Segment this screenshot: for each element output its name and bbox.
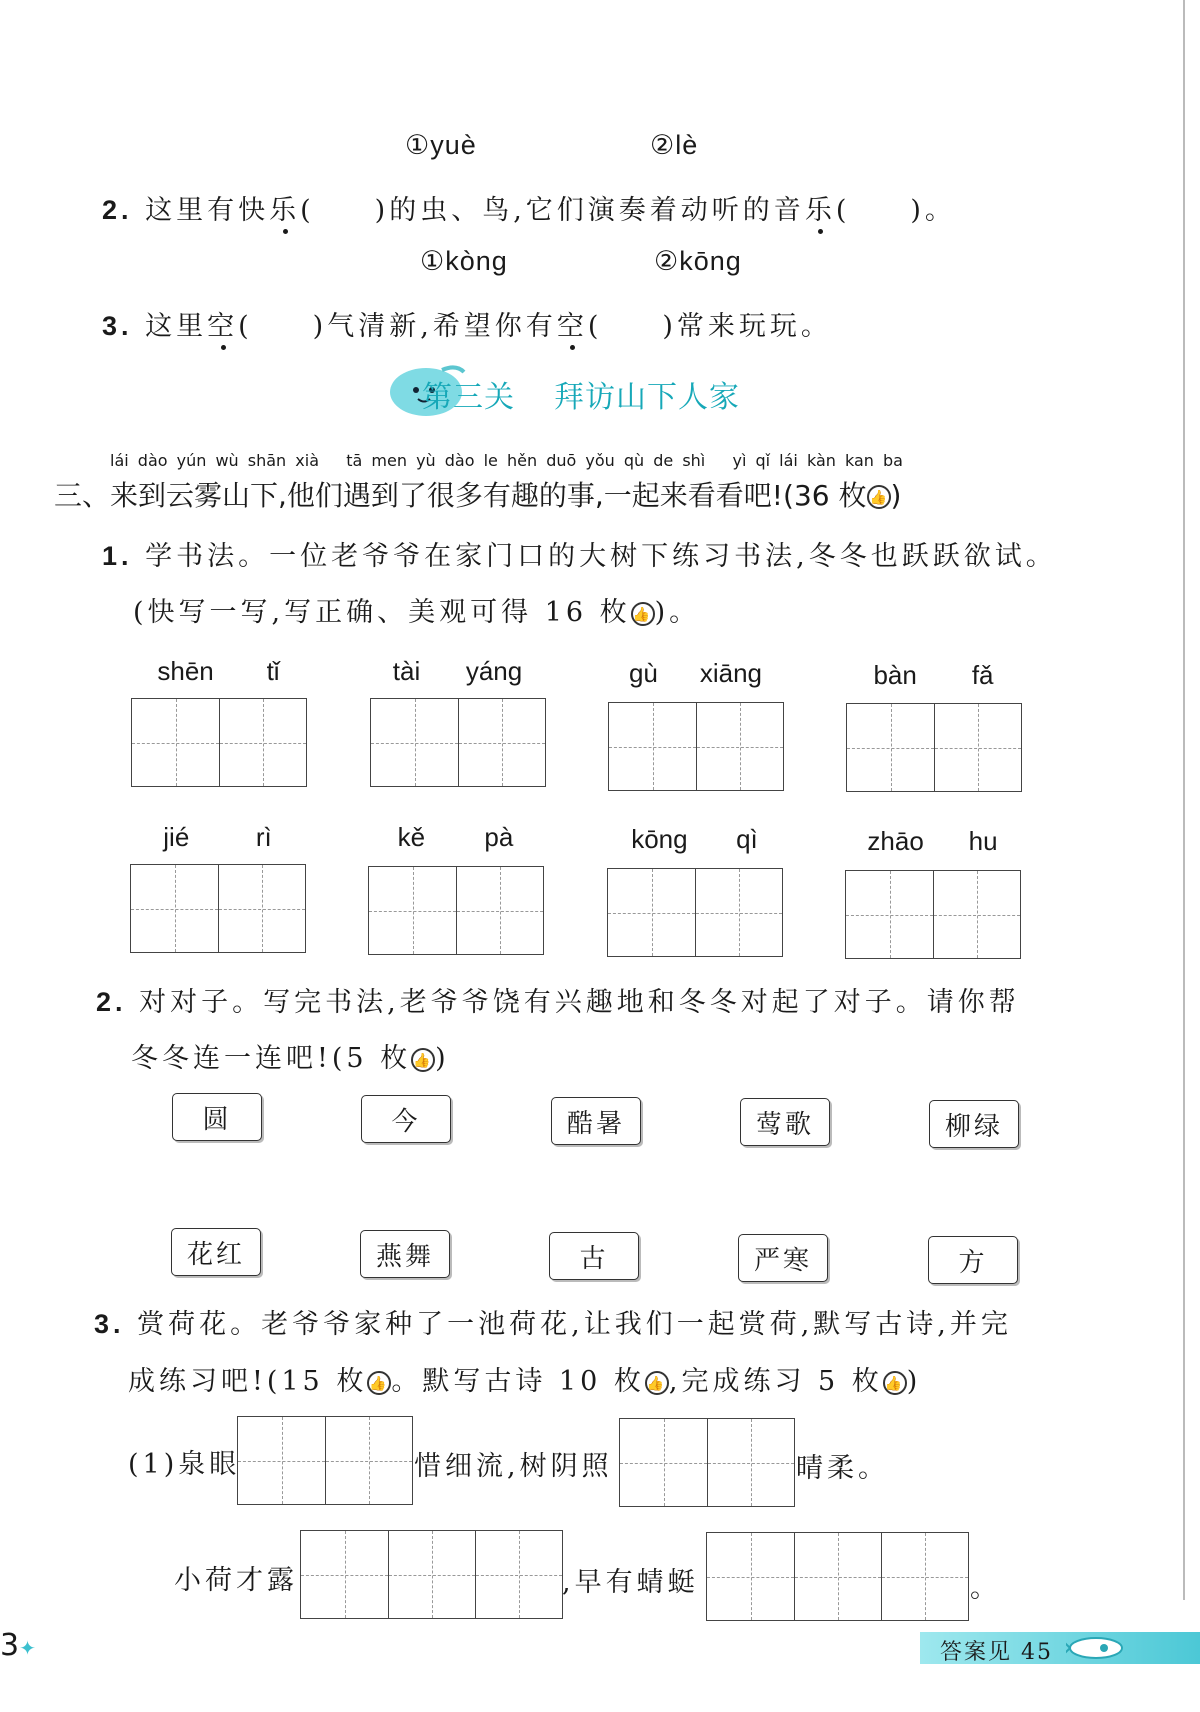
question-number: 2.: [102, 195, 133, 225]
match-card-bottom[interactable]: 严寒: [738, 1234, 828, 1282]
match-card-bottom[interactable]: 方: [928, 1236, 1018, 1284]
match-card-top[interactable]: 今: [361, 1095, 451, 1143]
pinyin-syllable: bàn: [873, 660, 917, 690]
word-pinyin: [370, 656, 545, 687]
page-number-text: 3: [0, 1628, 20, 1663]
pinyin-syllable: hu: [968, 826, 998, 856]
task-1-line-1: [102, 534, 1057, 573]
task-2-reward-text: 冬冬连一连吧!(5 枚: [131, 1043, 412, 1074]
banner-level: 第三关: [422, 380, 515, 415]
pinyin-syllable: rì: [255, 822, 272, 852]
heading-pinyin: lái dào yún wù shān xià tā men yù dào le hěn duō yǒu qù de shì yì qǐ lái kàn kan ba: [110, 451, 903, 470]
match-card-top[interactable]: 圆: [172, 1093, 262, 1141]
thumb-coin-icon: 👍: [883, 1371, 907, 1395]
match-card-top[interactable]: 柳绿: [929, 1100, 1019, 1148]
poem-writing-grid[interactable]: [237, 1416, 413, 1505]
pinyin-syllable: yáng: [465, 656, 523, 686]
pinyin-syllable: tǐ: [266, 656, 280, 686]
pinyin-syllable: fǎ: [971, 660, 994, 690]
pinyin-syllable: pà: [484, 822, 514, 852]
q2-dotted-char-b: 乐: [804, 195, 836, 226]
writing-grid[interactable]: [130, 864, 306, 953]
match-card-bottom[interactable]: 花红: [171, 1228, 261, 1276]
writing-grid[interactable]: [368, 866, 544, 955]
match-card-bottom[interactable]: 燕舞: [360, 1230, 450, 1278]
answer-reference: 答案见 45: [940, 1640, 1053, 1665]
section-banner: [386, 360, 746, 422]
q3-text-a: 这里: [145, 311, 208, 342]
match-card-bottom[interactable]: 古: [549, 1232, 639, 1280]
task-2-reward-end: ): [435, 1043, 450, 1074]
q2-text-b: 的虫、鸟,它们演奏着动听的音: [389, 195, 805, 226]
pinyin-syllable: kōng: [631, 824, 688, 854]
task-number: 3.: [94, 1309, 125, 1339]
pinyin-syllable: tài: [392, 656, 421, 686]
q2-dotted-char-a: 乐: [269, 195, 301, 226]
task-3-reward-a: 成练习吧!(15 枚: [128, 1366, 368, 1397]
task-1-reward-text: (快写一写,写正确、美观可得 16 枚: [133, 597, 631, 628]
pinyin-syllable: qì: [736, 824, 758, 854]
writing-grid[interactable]: [608, 702, 784, 791]
pinyin-syllable: zhāo: [867, 826, 924, 856]
task-number: 2.: [96, 987, 127, 1017]
word-pinyin: [845, 826, 1020, 857]
poem-line-1-end: 晴柔。: [796, 1453, 889, 1484]
task-3-reward-c: ,完成练习 5 枚: [668, 1366, 883, 1397]
task-3-reward-d: ): [906, 1366, 922, 1397]
word-pinyin: [130, 822, 305, 853]
pinyin-option-le: ②lè: [650, 130, 699, 160]
task-2-line-2: [131, 1036, 450, 1075]
pinyin-option-yue: ①yuè: [405, 130, 477, 160]
question-2: 2. 这里有快乐( )的虫、鸟,它们演奏着动听的音乐( )。: [102, 195, 956, 226]
thumb-coin-icon: 👍: [645, 1371, 669, 1395]
word-pinyin: [608, 658, 783, 689]
pinyin-syllable: shēn: [157, 656, 214, 686]
poem-line-1-label: (1)泉眼: [128, 1449, 241, 1480]
page-edge: [1183, 0, 1185, 1600]
writing-grid[interactable]: [846, 703, 1022, 792]
task-1-text: 学书法。一位老爷爷在家门口的大树下练习书法,冬冬也跃跃欲试。: [145, 541, 1057, 572]
task-1-reward-end: )。: [654, 597, 701, 628]
word-pinyin: [131, 656, 306, 687]
poem-line-2-end: 。: [970, 1573, 1001, 1604]
section-heading: [54, 474, 901, 514]
q2-end: 。: [924, 195, 956, 226]
q3-text-b: 气清新,希望你有: [327, 311, 557, 342]
pinyin-option-kong4: ①kòng: [420, 246, 508, 276]
pinyin-syllable: kě: [397, 822, 426, 852]
writing-grid[interactable]: [607, 868, 783, 957]
writing-grid[interactable]: [131, 698, 307, 787]
rocket-icon: [1066, 1634, 1126, 1662]
poem-writing-grid[interactable]: [300, 1530, 563, 1619]
task-3-line-1: [94, 1302, 1012, 1341]
poem-writing-grid[interactable]: [619, 1418, 795, 1507]
task-2-line-1: [96, 980, 1020, 1019]
word-pinyin: [607, 824, 782, 855]
match-card-top[interactable]: 莺歌: [740, 1098, 830, 1146]
task-3-line-2: [128, 1359, 921, 1398]
thumb-coin-icon: 👍: [367, 1371, 391, 1395]
section-heading-text: 三、来到云雾山下,他们遇到了很多有趣的事,一起来看看吧!: [54, 479, 784, 512]
q3-dotted-char-b: 空: [556, 311, 588, 342]
thumb-coin-icon: 👍: [867, 485, 891, 509]
q2-text-a: 这里有快: [145, 195, 270, 226]
banner-title: 拜访山下人家: [554, 380, 740, 415]
task-1-line-2: [133, 590, 700, 629]
task-3-reward-b: 。默写古诗 10 枚: [391, 1366, 645, 1397]
pinyin-option-kong1: ②kōng: [654, 246, 742, 276]
poem-line-2-mid: ,早有蜻蜓: [562, 1567, 699, 1598]
question-number: 3.: [102, 311, 133, 341]
word-pinyin: [368, 822, 543, 853]
page-number: [0, 1628, 36, 1663]
thumb-coin-icon: 👍: [411, 1048, 435, 1072]
star-icon: ✦: [19, 1636, 36, 1660]
writing-grid[interactable]: [370, 698, 546, 787]
pinyin-syllable: jié: [163, 822, 190, 852]
task-2-text: 对对子。写完书法,老爷爷饶有兴趣地和冬冬对起了对子。请你帮: [139, 987, 1020, 1018]
task-3-text: 赏荷花。老爷爷家种了一池荷花,让我们一起赏荷,默写古诗,并完: [137, 1309, 1012, 1340]
thumb-coin-icon: 👍: [631, 602, 655, 626]
word-pinyin: [846, 660, 1021, 691]
writing-grid[interactable]: [845, 870, 1021, 959]
poem-writing-grid[interactable]: [706, 1532, 969, 1621]
section-reward: (36 枚: [783, 479, 867, 512]
pinyin-syllable: gù: [628, 658, 658, 688]
poem-line-2-label: 小荷才露: [174, 1565, 298, 1596]
section-reward-end: ): [890, 479, 902, 512]
question-3: 3. 这里空( )气清新,希望你有空( )常来玩玩。: [102, 311, 832, 342]
match-card-top[interactable]: 酷暑: [551, 1097, 641, 1145]
q3-text-c: 常来玩玩。: [676, 311, 832, 342]
q3-dotted-char-a: 空: [207, 311, 239, 342]
pinyin-syllable: xiāng: [699, 658, 762, 688]
poem-line-1-mid: 惜细流,树阴照: [414, 1451, 613, 1482]
task-number: 1.: [102, 541, 133, 571]
